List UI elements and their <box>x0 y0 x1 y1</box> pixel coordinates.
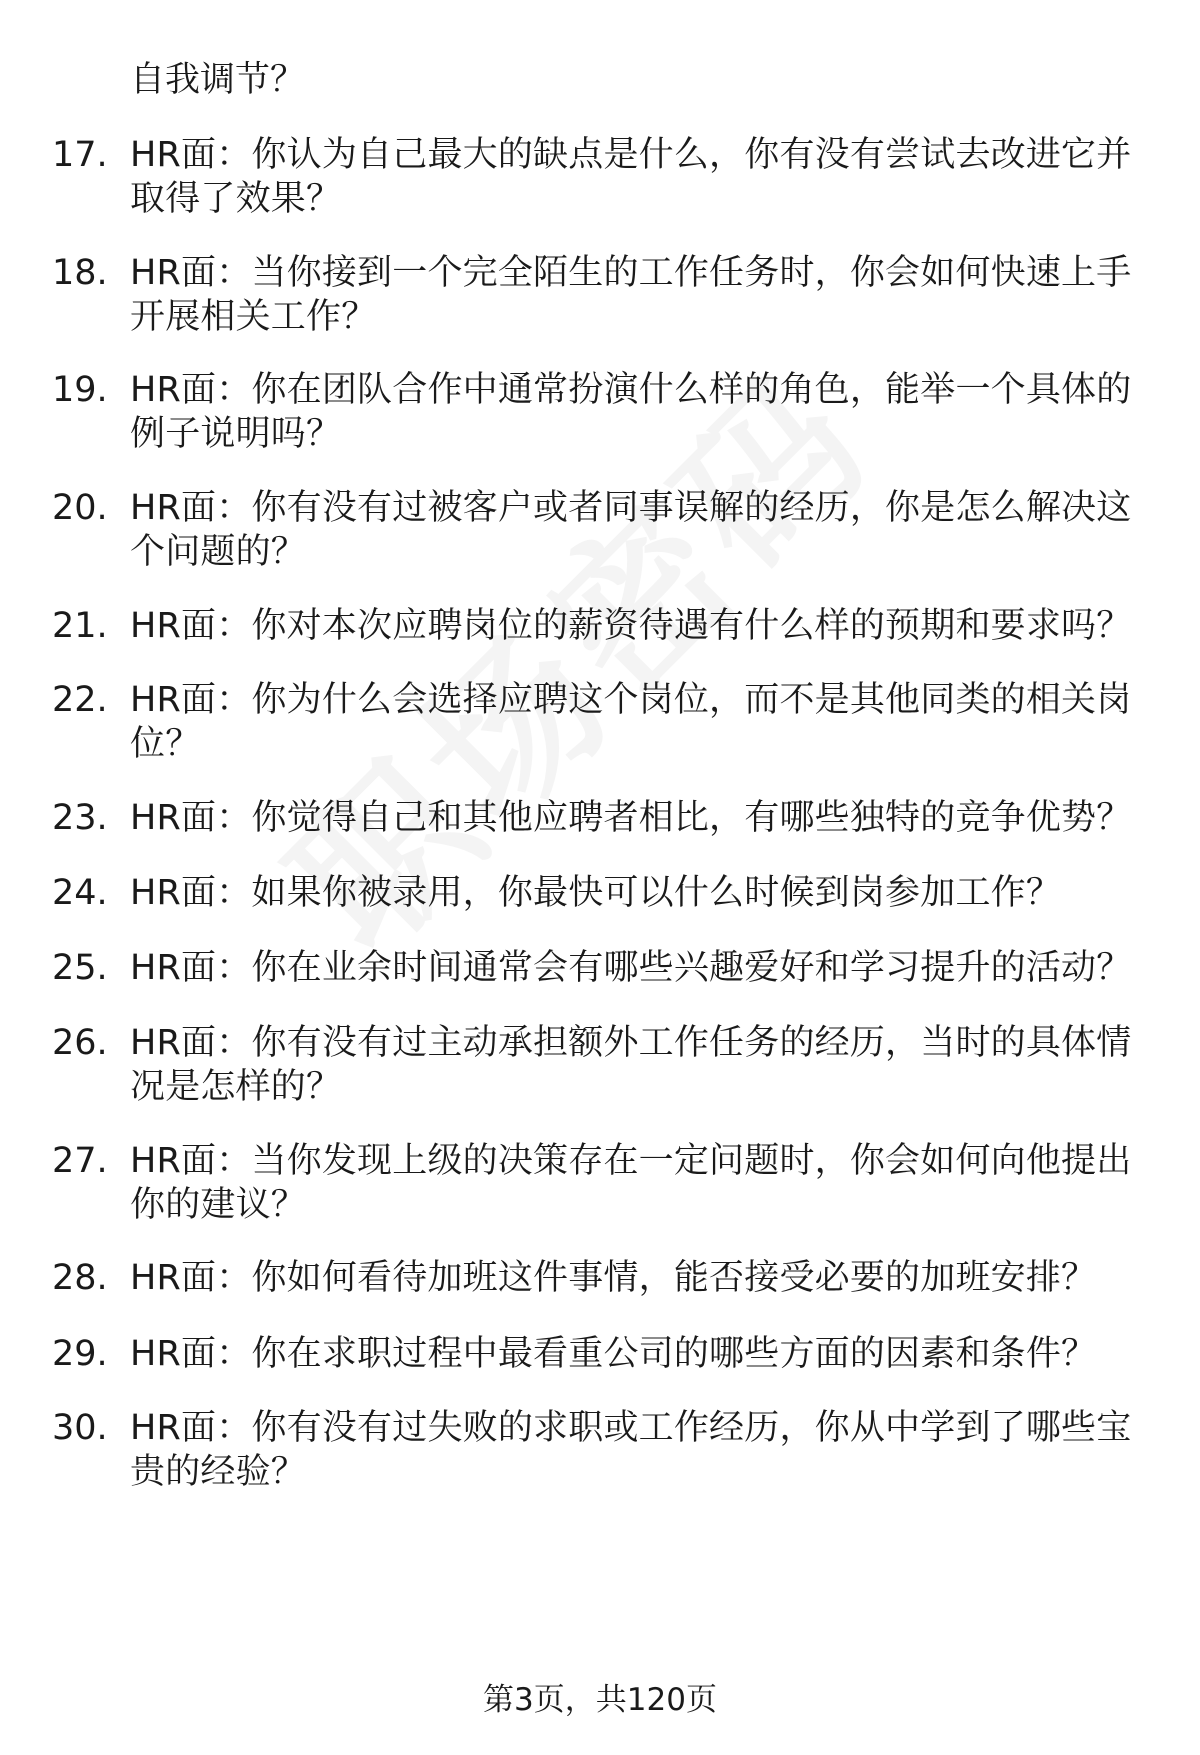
item-number: 17. <box>52 135 108 175</box>
item-text: HR面：你认为自己最大的缺点是什么，你有没有尝试去改进它并取得了效果？ <box>130 135 1132 219</box>
item-number: 23. <box>52 798 108 838</box>
item-text: HR面：你在求职过程中最看重公司的哪些方面的因素和条件？ <box>130 1334 1097 1374</box>
item-text: HR面：你有没有过被客户或者同事误解的经历，你是怎么解决这个问题的？ <box>130 488 1132 572</box>
item-number: 27. <box>52 1141 108 1181</box>
item-number: 29. <box>52 1334 108 1374</box>
item-text: HR面：你在业余时间通常会有哪些兴趣爱好和学习提升的活动？ <box>130 948 1132 988</box>
continuation-text: 自我调节？ <box>130 60 306 100</box>
item-text: HR面：你觉得自己和其他应聘者相比，有哪些独特的竞争优势？ <box>130 798 1132 838</box>
item-text: HR面：你为什么会选择应聘这个岗位，而不是其他同类的相关岗位？ <box>130 680 1132 764</box>
item-number: 30. <box>52 1408 108 1448</box>
item-text: HR面：如果你被录用，你最快可以什么时候到岗参加工作？ <box>130 873 1062 913</box>
item-number: 18. <box>52 253 108 293</box>
item-number: 25. <box>52 948 108 988</box>
item-text: HR面：你在团队合作中通常扮演什么样的角色，能举一个具体的例子说明吗？ <box>130 370 1132 454</box>
item-text: HR面：当你发现上级的决策存在一定问题时，你会如何向他提出你的建议？ <box>130 1141 1132 1225</box>
item-number: 22. <box>52 680 108 720</box>
item-number: 26. <box>52 1023 108 1063</box>
item-number: 21. <box>52 606 108 646</box>
item-text: HR面：你有没有过主动承担额外工作任务的经历，当时的具体情况是怎样的？ <box>130 1023 1132 1107</box>
item-text: HR面：你对本次应聘岗位的薪资待遇有什么样的预期和要求吗？ <box>130 606 1132 646</box>
item-number: 28. <box>52 1258 108 1298</box>
item-text: HR面：你有没有过失败的求职或工作经历，你从中学到了哪些宝贵的经验？ <box>130 1408 1132 1492</box>
item-number: 24. <box>52 873 108 913</box>
item-text: HR面：你如何看待加班这件事情，能否接受必要的加班安排？ <box>130 1258 1097 1298</box>
item-number: 20. <box>52 488 108 528</box>
item-number: 19. <box>52 370 108 410</box>
page-footer: 第3页，共120页 <box>483 1682 717 1718</box>
item-text: HR面：当你接到一个完全陌生的工作任务时，你会如何快速上手开展相关工作？ <box>130 253 1132 337</box>
